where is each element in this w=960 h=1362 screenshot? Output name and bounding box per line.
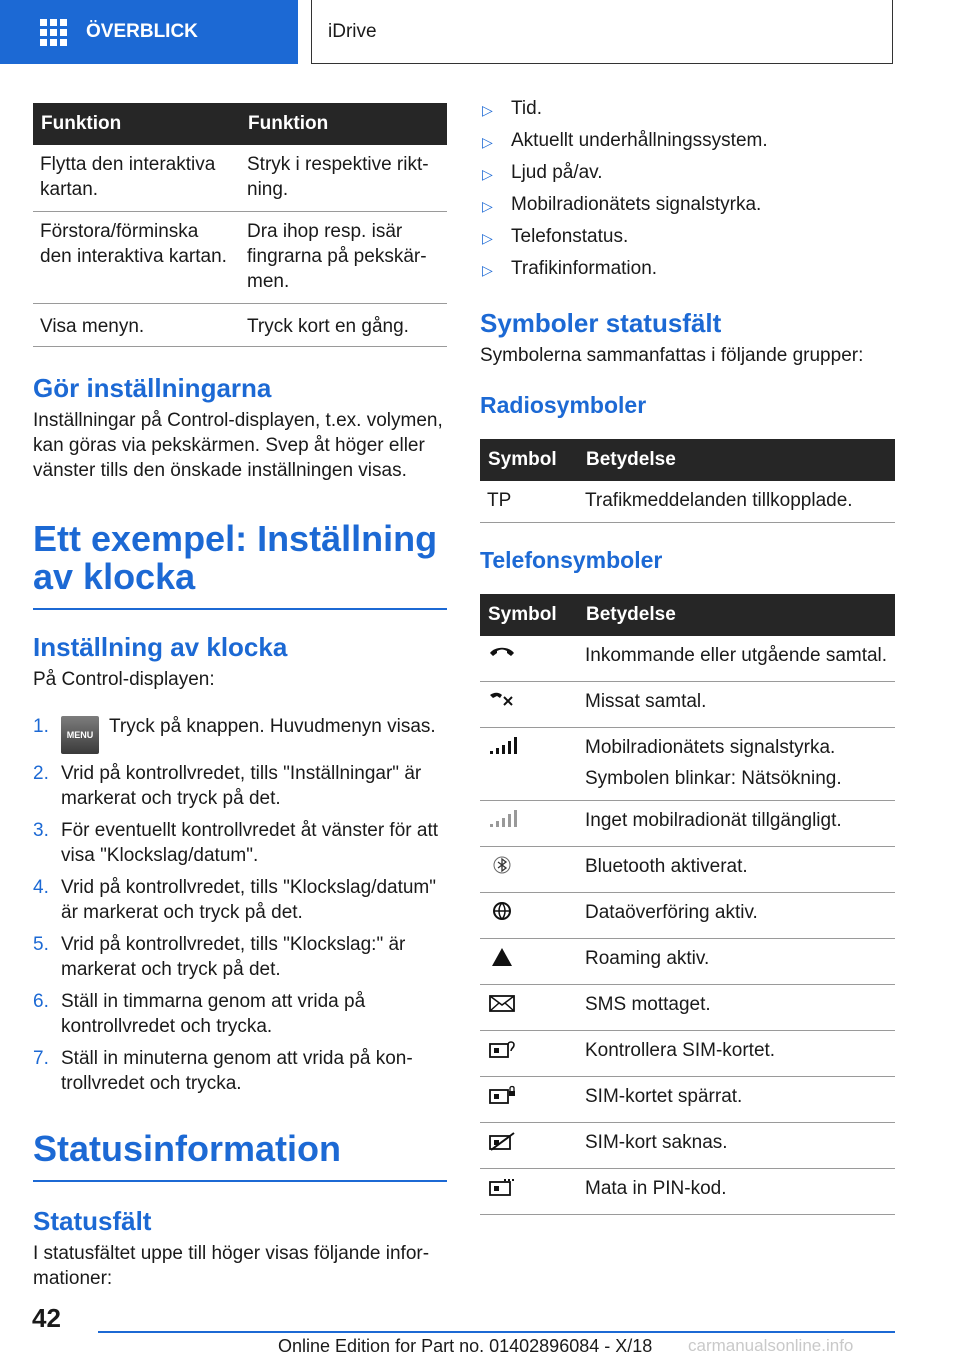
table-header: Betydelse xyxy=(578,439,895,481)
table-cell: Missat samtal. xyxy=(578,682,895,728)
overview-tab[interactable] xyxy=(0,0,298,64)
list-item xyxy=(33,989,447,1039)
step-number: 5. xyxy=(33,934,49,955)
table-cell: Förstora/förminska den interaktiva kartan. xyxy=(33,212,240,304)
section-tab-label: iDrive xyxy=(328,20,377,42)
list-item xyxy=(33,1046,447,1096)
clock-intro: På Control-displayen: xyxy=(33,669,215,690)
table-row xyxy=(480,1077,895,1123)
sim-missing-icon xyxy=(487,1130,517,1152)
list-item xyxy=(33,875,447,925)
step-number: 4. xyxy=(33,877,49,898)
phone-symbols-table xyxy=(480,594,895,1215)
table-row xyxy=(480,728,895,801)
section-tab[interactable] xyxy=(311,0,893,64)
no-signal-icon xyxy=(487,808,517,830)
step-text: Vrid på kontrollvredet, tills "Klockslag:" är markerat och tryck på det. xyxy=(61,934,406,980)
triangle-bullet-icon: ▷ xyxy=(482,166,493,182)
list-item: ▷ Telefonstatus. xyxy=(480,224,895,256)
table-row xyxy=(480,1123,895,1169)
table-cell: Bluetooth aktiverat. xyxy=(578,847,895,893)
step-text: För eventuellt kontrollvredet åt vänster för att visa "Klockslag/datum". xyxy=(61,820,439,866)
left-column xyxy=(33,103,447,1291)
data-transfer-icon xyxy=(487,900,517,922)
table-header: Funktion xyxy=(240,103,447,145)
page-number: 42 xyxy=(32,1303,61,1333)
table-row xyxy=(480,636,895,682)
settings-heading: Gör inställningarna xyxy=(33,373,272,403)
table-cell: Mata in PIN-kod. xyxy=(578,1169,895,1215)
edition-text: Online Edition for Part no. 01402896084 - X/18 xyxy=(278,1336,653,1356)
table-cell: Stryk i respektive riktning. xyxy=(240,145,447,212)
missed-call-icon xyxy=(487,689,517,711)
list-item: ▷ Ljud på/av. xyxy=(480,160,895,192)
phone-heading: Telefonsymboler xyxy=(480,547,663,573)
table-cell: Trafikmeddelanden tillkopplade. xyxy=(578,481,895,523)
table-cell: Flytta den interaktiva kartan. xyxy=(33,145,240,212)
table-row xyxy=(480,893,895,939)
table-row xyxy=(33,212,447,304)
step-text: Tryck på knappen. Huvudmenyn visas. xyxy=(109,716,436,737)
step-number: 3. xyxy=(33,820,49,841)
statusbar-heading: Statusfält xyxy=(33,1206,152,1236)
pin-entry-icon xyxy=(487,1176,517,1198)
table-header: Betydelse xyxy=(578,594,895,636)
step-number: 7. xyxy=(33,1048,49,1069)
list-item: ▷ Trafikinformation. xyxy=(480,256,895,288)
table-cell-note: Symbolen blinkar: Nätsökning. xyxy=(585,768,842,789)
table-cell: SMS mottaget. xyxy=(578,985,895,1031)
table-row xyxy=(480,1031,895,1077)
radio-heading: Radiosymboler xyxy=(480,392,647,418)
function-table xyxy=(33,103,447,347)
table-cell: Roaming aktiv. xyxy=(578,939,895,985)
sim-locked-icon xyxy=(487,1084,517,1106)
table-cell: SIM-kortet spärrat. xyxy=(578,1077,895,1123)
table-cell: Inkommande eller utgående samtal. xyxy=(578,636,895,682)
triangle-bullet-icon: ▷ xyxy=(482,230,493,246)
phone-handset-icon xyxy=(487,643,517,665)
table-header: Symbol xyxy=(480,594,578,636)
table-row xyxy=(480,481,895,523)
symbols-text: Symbolerna sammanfattas i följande grupper: xyxy=(480,345,864,366)
footer-divider xyxy=(98,1331,895,1333)
step-number: 2. xyxy=(33,763,49,784)
table-row xyxy=(33,304,447,347)
table-cell: Dataöverföring aktiv. xyxy=(578,893,895,939)
signal-strength-icon xyxy=(487,735,517,757)
watermark: carmanualsonline.info xyxy=(688,1336,854,1355)
table-row xyxy=(480,801,895,847)
sim-check-icon xyxy=(487,1038,517,1060)
table-row xyxy=(480,682,895,728)
table-cell: Visa menyn. xyxy=(33,304,240,347)
table-header: Symbol xyxy=(480,439,578,481)
status-heading: Statusinformation xyxy=(33,1130,447,1182)
sms-icon xyxy=(487,992,517,1014)
list-item: ▷ Mobilradionätets signalstyrka. xyxy=(480,192,895,224)
symbols-heading: Symboler statusfält xyxy=(480,308,722,338)
settings-text: Inställningar på Control-displayen, t.ex. volymen, kan göras via pekskärmen. Svep åt höger eller vänster tills den önskade inställningen visas. xyxy=(33,410,443,481)
list-item xyxy=(33,761,447,811)
step-number: 6. xyxy=(33,991,49,1012)
table-header: Funktion xyxy=(33,103,240,145)
step-number: 1. xyxy=(33,716,49,737)
triangle-bullet-icon: ▷ xyxy=(482,198,493,214)
grid-icon xyxy=(40,19,66,45)
table-cell: SIM-kort saknas. xyxy=(578,1123,895,1169)
radio-symbols-table xyxy=(480,439,895,523)
triangle-bullet-icon: ▷ xyxy=(482,134,493,150)
statusbar-text: I statusfältet uppe till höger visas följande informationer: xyxy=(33,1243,430,1289)
top-navigation xyxy=(0,0,960,66)
roaming-icon xyxy=(487,946,517,968)
step-text: Vrid på kontrollvredet, tills "Inställningar" är markerat och tryck på det. xyxy=(61,763,422,809)
list-item xyxy=(33,714,447,754)
step-text: Vrid på kontrollvredet, tills "Klockslag/datum" är markerat och tryck på det. xyxy=(61,877,436,923)
table-row xyxy=(33,145,447,212)
table-row xyxy=(480,847,895,893)
triangle-bullet-icon: ▷ xyxy=(482,262,493,278)
table-cell: Dra ihop resp. isär fingrarna på pekskärmen. xyxy=(240,212,447,304)
menu-button-icon[interactable]: MENU xyxy=(61,716,99,754)
bluetooth-icon xyxy=(487,854,517,876)
status-list xyxy=(480,96,895,288)
step-text: Ställ in minuterna genom att vrida på kontrollvredet och trycka. xyxy=(61,1048,413,1094)
triangle-bullet-icon: ▷ xyxy=(482,102,493,118)
step-text: Ställ in timmarna genom att vrida på kontrollvredet och trycka. xyxy=(61,991,366,1037)
table-row xyxy=(480,985,895,1031)
table-row xyxy=(480,1169,895,1215)
list-item: ▷ Aktuellt underhållningssystem. xyxy=(480,128,895,160)
clock-heading: Inställning av klocka xyxy=(33,632,288,662)
table-cell: TP xyxy=(480,481,578,523)
table-cell: Kontrollera SIM-kortet. xyxy=(578,1031,895,1077)
table-row xyxy=(480,939,895,985)
table-cell: Inget mobilradionät tillgängligt. xyxy=(578,801,895,847)
list-item: ▷ Tid. xyxy=(480,96,895,128)
steps-list xyxy=(33,714,447,1096)
table-cell: Tryck kort en gång. xyxy=(240,304,447,347)
table-cell: Mobilradionätets signalstyrka. xyxy=(585,737,836,758)
overview-tab-label: ÖVERBLICK xyxy=(86,21,198,42)
list-item xyxy=(33,932,447,982)
example-heading: Ett exempel: Inställning av klocka xyxy=(33,520,447,610)
right-column xyxy=(480,96,895,1215)
list-item xyxy=(33,818,447,868)
